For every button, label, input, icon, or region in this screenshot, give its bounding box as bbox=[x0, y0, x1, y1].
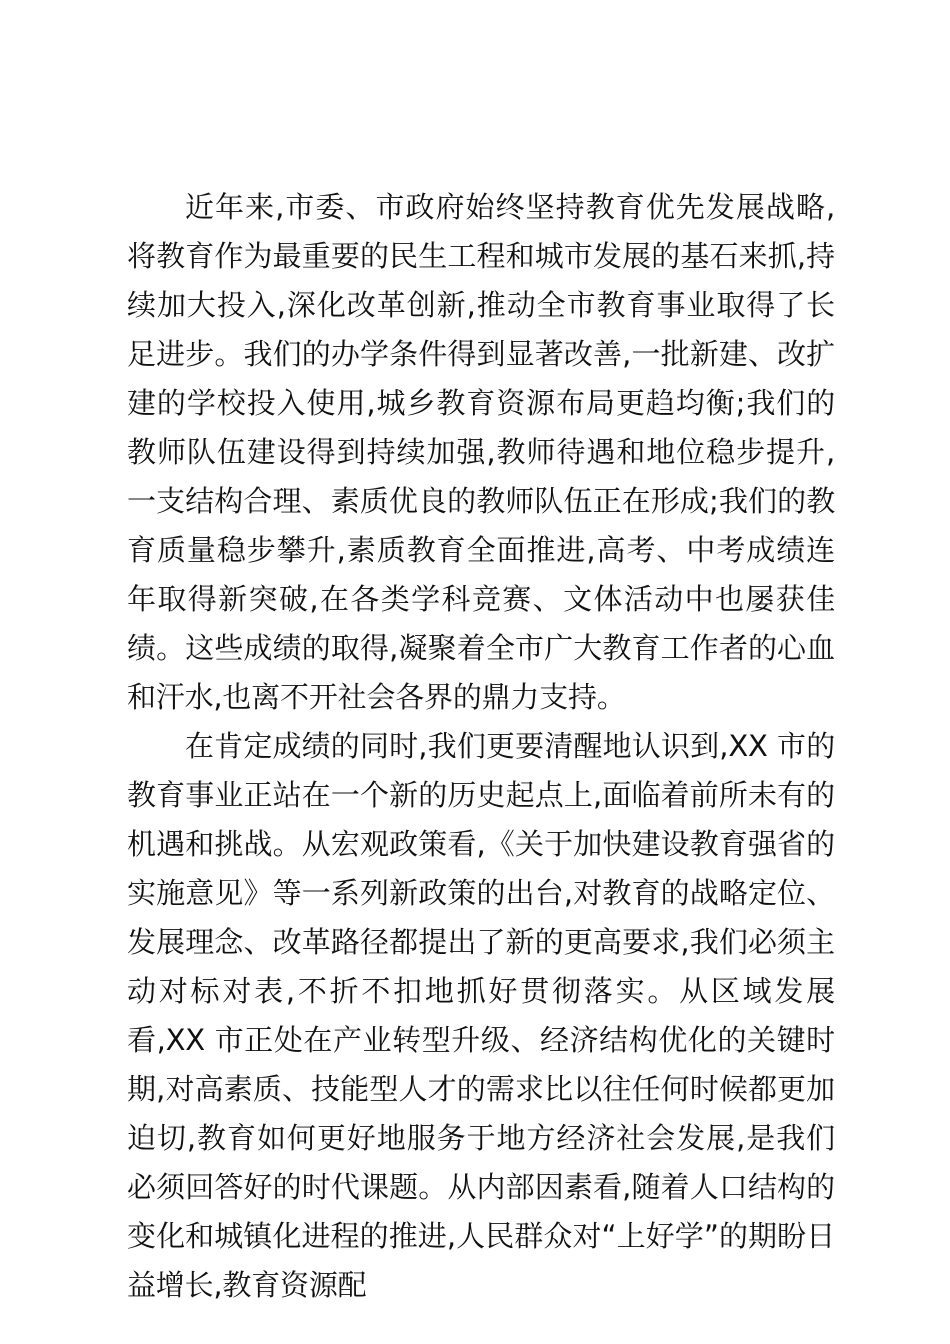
document-body bbox=[127, 183, 835, 1310]
paragraph-achievements: 近年来,市委、市政府始终坚持教育优先发展战略,将教育作为最重要的民生工程和城市发展的基石来抓,持续加大投入,深化改革创新,推动全市教育事业取得了长足进步。我们的办学条件得到显著改善,一批新建、改扩建的学校投入使用,城乡教育资源布局更趋均衡;我们的教师队伍建设得到持续加强,教师待遇和地位稳步提升,一支结构合理、素质优良的教师队伍正在形成;我们的教育质量稳步攀升,素质教育全面推进,高考、中考成绩连年取得新突破,在各类学科竞赛、文体活动中也屡获佳绩。这些成绩的取得,凝聚着全市广大教育工作者的心血和汗水,也离不开社会各界的鼎力支持。 bbox=[127, 190, 835, 714]
paragraph-challenges: 在肯定成绩的同时,我们更要清醒地认识到,XX 市的教育事业正站在一个新的历史起点上,面临着前所未有的机遇和挑战。从宏观政策看,《关于加快建设教育强省的实施意见》等一系列新政策的出台,对教育的战略定位、发展理念、改革路径都提出了新的更高要求,我们必须主动对标对表,不折不扣地抓好贯彻落实。从区域发展看,XX 市正处在产业转型升级、经济结构优化的关键时期,对高素质、技能型人才的需求比以往任何时候都更加迫切,教育如何更好地服务于地方经济社会发展,是我们必须回答好的时代课题。从内部因素看,随着人口结构的变化和城镇化进程的推进,人民群众对“上好学”的期盼日益增长,教育资源配 bbox=[127, 729, 835, 1302]
